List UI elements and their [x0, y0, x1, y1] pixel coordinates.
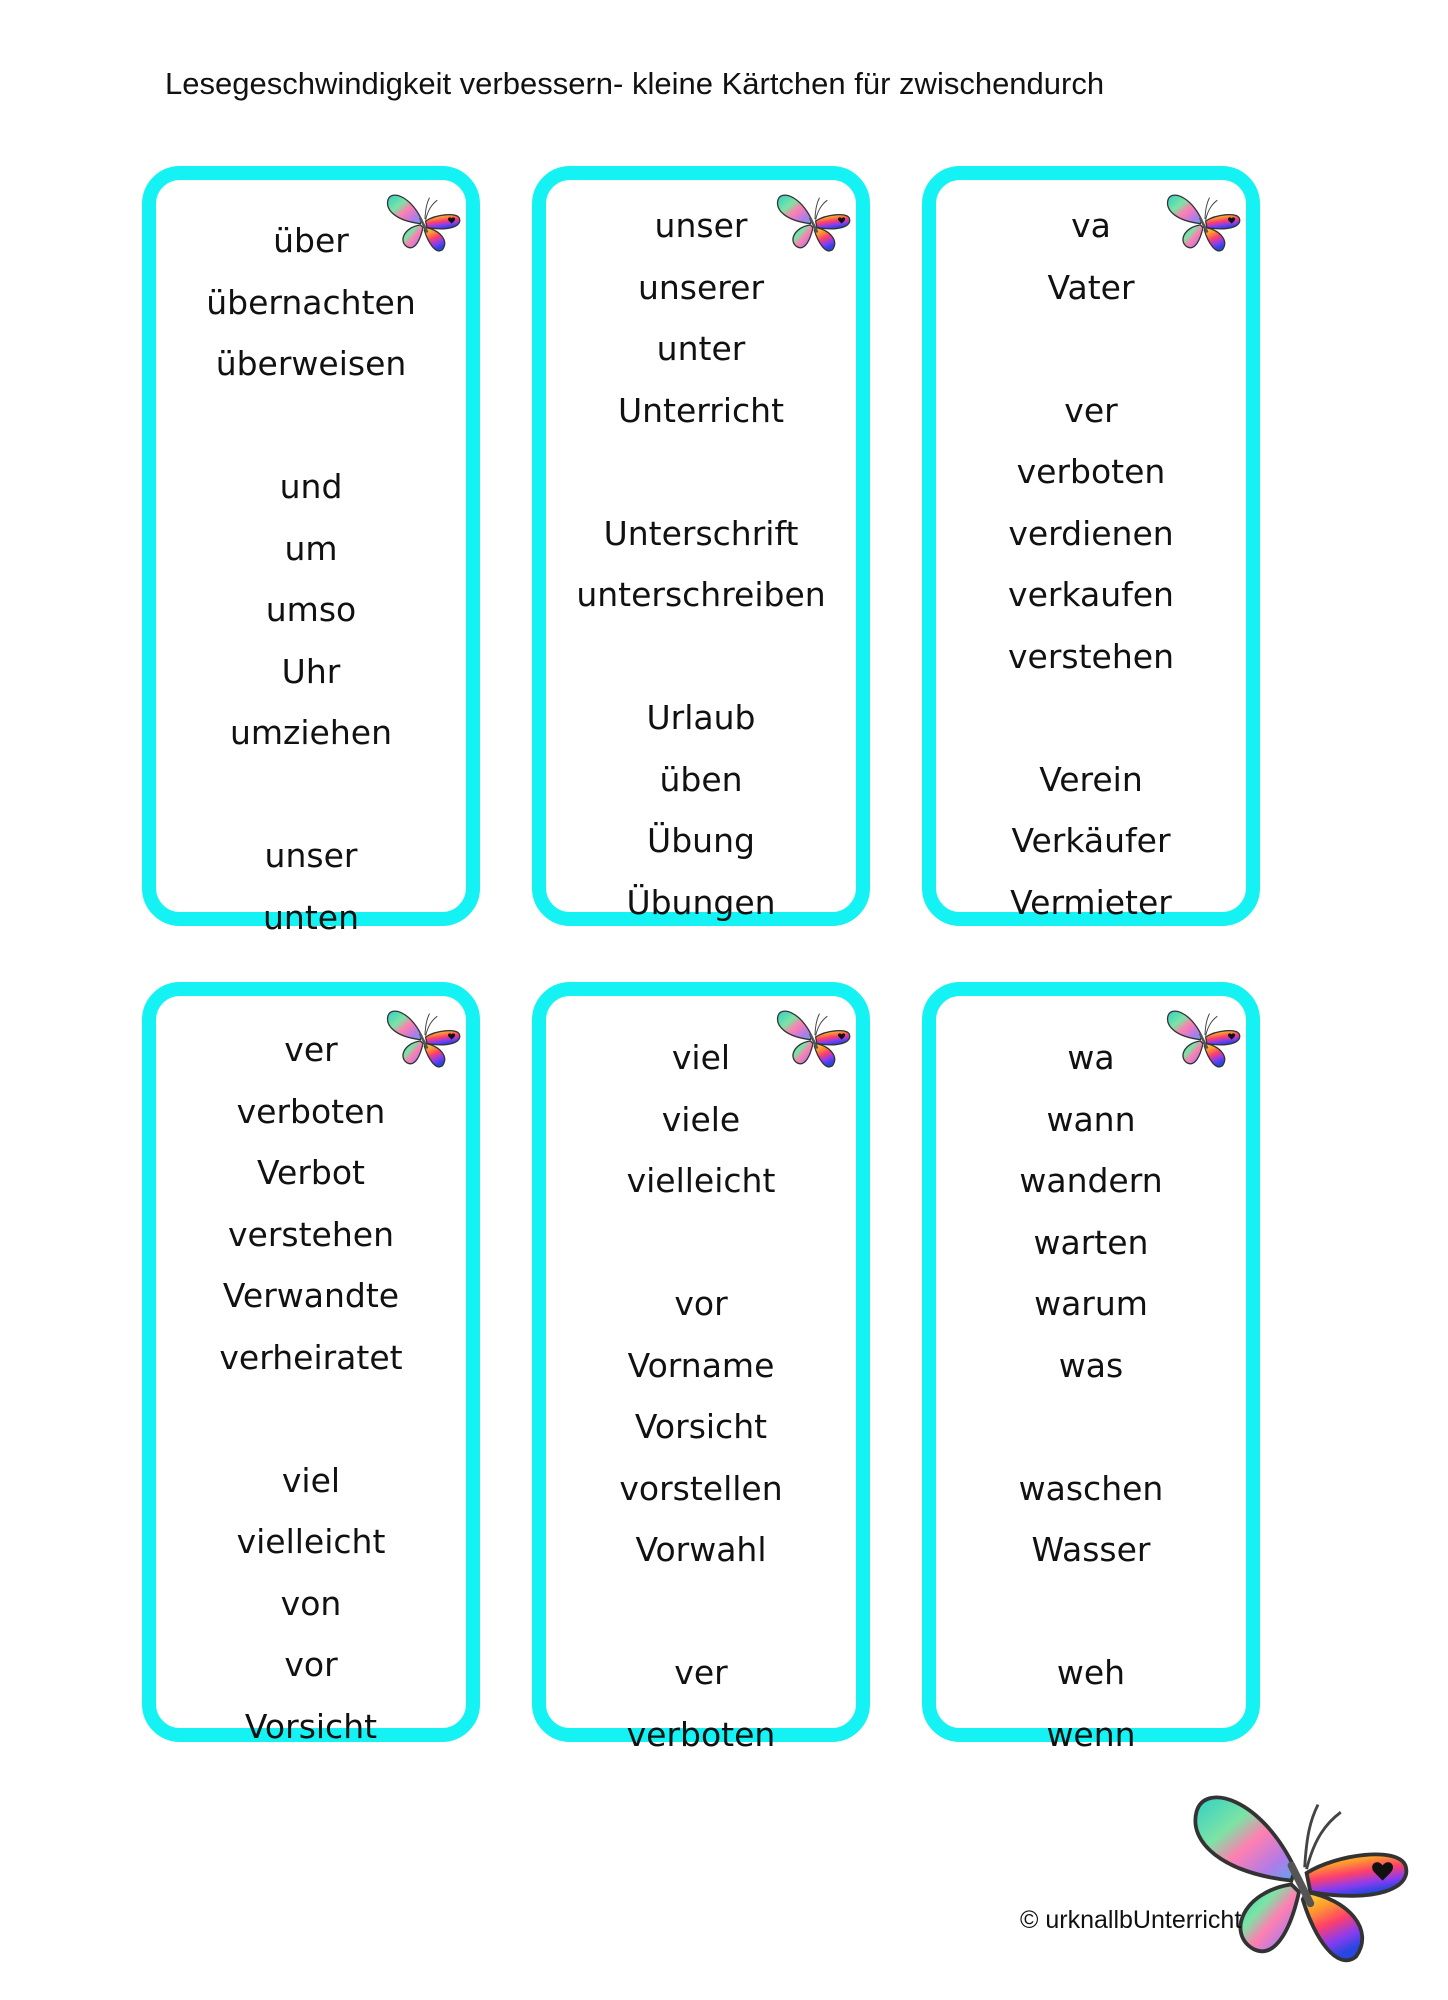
word-item: Vorwahl [635, 1530, 767, 1569]
word-list [156, 210, 466, 948]
word-item: vor [284, 1645, 338, 1684]
word-list [156, 1019, 466, 1757]
word-list [936, 1027, 1246, 1765]
word-item: verboten [1016, 452, 1166, 491]
word-item: umziehen [230, 713, 392, 752]
word-item: unser [654, 206, 748, 245]
word-item: ver [284, 1030, 338, 1069]
butterfly-logo-icon [1185, 1778, 1413, 1968]
page-title: Lesegeschwindigkeit verbessern- kleine Kärtchen für zwischendurch [165, 66, 1105, 101]
word-item: Verbot [257, 1153, 365, 1192]
word-gap [546, 1212, 856, 1274]
word-gap [936, 687, 1246, 749]
word-item: vielleicht [236, 1522, 386, 1561]
word-item: vorstellen [619, 1468, 783, 1508]
word-item: Unterricht [617, 390, 785, 430]
word-item: verboten [236, 1091, 386, 1131]
word-item: Vorname [627, 1345, 775, 1385]
word-item: ver [1064, 390, 1118, 430]
word-gap [546, 626, 856, 688]
word-item: Vorsicht [634, 1407, 768, 1446]
word-item: warum [1034, 1284, 1148, 1323]
word-item: Übung [647, 821, 755, 860]
word-item: Verwandte [222, 1276, 400, 1315]
word-list [546, 1027, 856, 1765]
word-item: wann [1046, 1099, 1136, 1139]
word-item: waschen [1018, 1468, 1164, 1508]
word-item: Urlaub [646, 698, 756, 737]
word-gap [936, 1396, 1246, 1458]
word-item: viele [661, 1099, 741, 1139]
word-card-6 [922, 982, 1260, 1754]
word-item: ver [674, 1653, 728, 1692]
word-item: vor [674, 1284, 728, 1323]
word-list [546, 195, 856, 933]
word-gap [156, 764, 466, 826]
word-item: Vater [1047, 267, 1135, 307]
word-item: übernachten [206, 282, 416, 322]
word-item: was [1058, 1345, 1124, 1385]
word-item: wa [1067, 1038, 1115, 1077]
word-gap [156, 1388, 466, 1450]
word-item: verkaufen [1008, 575, 1174, 614]
word-card-1 [142, 166, 480, 937]
word-item: vielleicht [626, 1161, 776, 1200]
word-item: verstehen [1008, 636, 1174, 676]
word-item: va [1071, 206, 1111, 245]
word-gap [546, 1581, 856, 1643]
word-list [936, 195, 1246, 933]
word-item: verboten [626, 1714, 776, 1754]
word-item: Wasser [1031, 1530, 1151, 1569]
word-gap [936, 318, 1246, 380]
word-gap [936, 1581, 1246, 1643]
word-item: wandern [1019, 1161, 1163, 1200]
word-item: warten [1033, 1222, 1149, 1262]
word-card-2 [532, 166, 870, 926]
word-item: unten [263, 897, 359, 937]
word-item: Unterschrift [603, 513, 799, 553]
word-card-5 [532, 982, 870, 1754]
word-item: Verkäufer [1011, 821, 1171, 860]
word-card-3 [922, 166, 1260, 926]
word-item: viel [281, 1460, 341, 1500]
word-gap [156, 395, 466, 457]
word-item: verstehen [228, 1214, 394, 1254]
word-item: Übungen [626, 882, 776, 922]
word-card-4 [142, 982, 480, 1746]
word-item: unterschreiben [576, 575, 826, 614]
word-item: viel [671, 1038, 731, 1077]
word-item: verheiratet [219, 1337, 403, 1377]
word-item: verdienen [1008, 513, 1174, 553]
word-item: unser [264, 836, 358, 875]
word-gap [546, 441, 856, 503]
word-item: Uhr [281, 651, 341, 691]
word-item: überweisen [215, 344, 407, 383]
word-item: um [284, 528, 338, 568]
word-item: unter [656, 329, 746, 368]
word-item: Vorsicht [244, 1706, 378, 1746]
word-item: über [273, 221, 349, 260]
word-item: von [280, 1583, 342, 1623]
word-item: Vermieter [1010, 882, 1172, 922]
word-item: und [279, 467, 343, 506]
word-item: Verein [1039, 759, 1143, 799]
word-item: wenn [1046, 1714, 1136, 1754]
word-item: umso [265, 590, 357, 629]
word-item: üben [659, 759, 743, 799]
copyright-text: © urknallbUnterricht [1020, 1906, 1242, 1934]
word-item: unserer [637, 267, 765, 307]
word-item: weh [1056, 1653, 1126, 1692]
